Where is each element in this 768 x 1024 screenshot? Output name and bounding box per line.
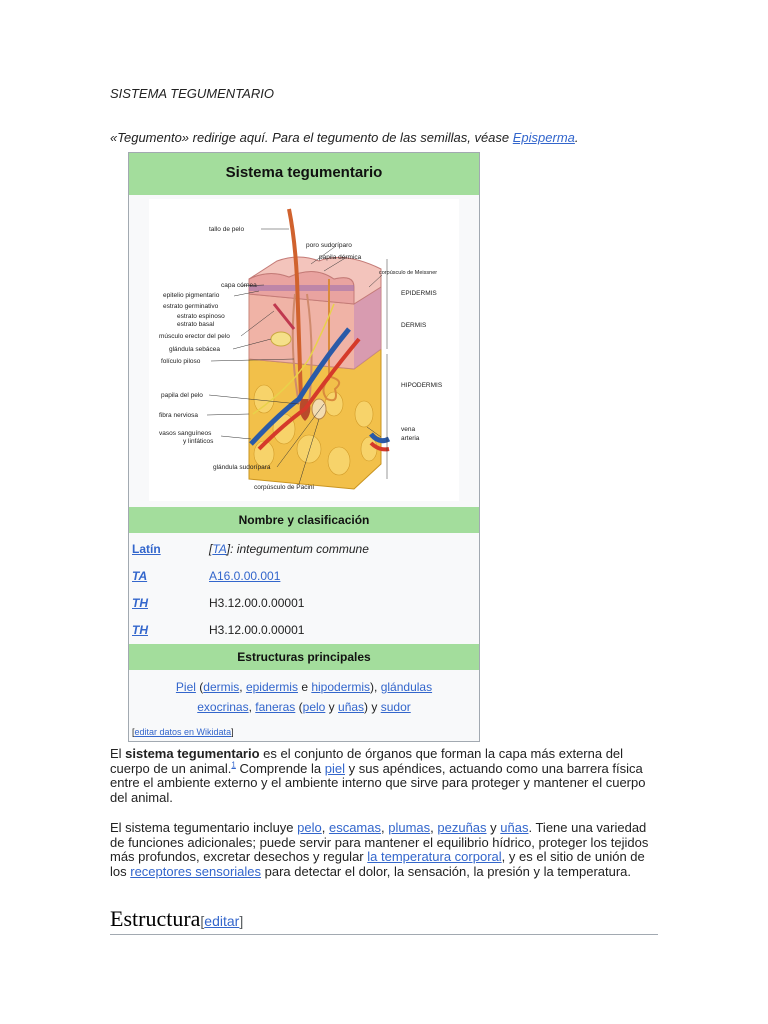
sep: ( (295, 700, 303, 714)
hatnote-text: «Tegumento» redirige aquí. Para el tegumento de las semillas, véase (110, 130, 513, 145)
edit-section-link[interactable]: editar (204, 913, 240, 929)
label-vessels-2: y linfáticos (183, 438, 214, 445)
label-stratum-corneum: capa córnea (221, 282, 257, 289)
label-vein: vena (401, 426, 416, 433)
pezunas-link[interactable]: pezuñas (437, 820, 487, 835)
page-title: SISTEMA TEGUMENTARIO (110, 86, 274, 101)
p2-sep: , (321, 820, 329, 835)
plumas-link[interactable]: plumas (388, 820, 431, 835)
sep: ), (370, 680, 381, 694)
edit-bracket-close: ] (239, 913, 244, 929)
label-nerve-fiber: fibra nerviosa (159, 412, 199, 419)
label-pacini: corpúsculo de Pacini (254, 484, 314, 491)
paragraph-functions (110, 821, 662, 879)
label-hypodermis: HIPODERMIS (401, 382, 443, 389)
ref-1-link[interactable]: 1 (231, 760, 236, 770)
sep: , (248, 700, 256, 714)
hatnote-end: . (574, 130, 579, 145)
p2-sep: , (381, 820, 389, 835)
epidermis-link[interactable]: epidermis (245, 680, 298, 694)
ta-value-link[interactable]: A16.0.00.001 (209, 569, 281, 583)
unas-link[interactable]: uñas (338, 700, 365, 714)
hatnote (110, 130, 579, 145)
ta-ref-link[interactable]: TA (212, 542, 227, 556)
exocrinas-link[interactable]: exocrinas (197, 700, 249, 714)
label-dermis: DERMIS (401, 322, 427, 329)
label-sweat-gland: glándula sudorípara (213, 464, 271, 471)
latin-value (209, 536, 479, 563)
section-main-structures: Estructuras principales (129, 644, 479, 670)
th-value-1: H3.12.00.0.00001 (209, 596, 305, 610)
faneras-link[interactable]: faneras (255, 700, 296, 714)
escamas-link[interactable]: escamas (328, 820, 381, 835)
latin-link[interactable]: Latín (132, 542, 161, 556)
p1-text-4: y sus apéndices, actuando como una barrera física entre el ambiente externo y el ambiente interno que sirve para proteger y mantener el cuerpo del animal. (110, 760, 646, 805)
piel-link[interactable]: Piel (175, 680, 196, 694)
unas-body-link[interactable]: uñas (500, 820, 529, 835)
label-sweat-pore: poro sudoríparo (306, 242, 352, 249)
label-artery: arteria (401, 435, 420, 442)
heading-text: Estructura (110, 906, 201, 931)
paragraph-intro (110, 747, 662, 805)
th-value-2: H3.12.00.0.00001 (209, 623, 305, 637)
sep: e (297, 680, 312, 694)
p2-text-4: para detectar el dolor, la sensación, la presión y la temperatura. (261, 863, 632, 879)
pelo-link[interactable]: pelo (302, 700, 326, 714)
label-sebaceous-gland: glándula sebácea (169, 346, 220, 353)
label-stratum-basale: estrato basal (177, 321, 215, 328)
structures-list (129, 670, 479, 727)
sep: ) y (364, 700, 381, 714)
heading-edit (200, 913, 243, 929)
p2-text-2: . Tiene una variedad de funciones adicionales; puede servir para mantener el equilibrio hídrico, proteger los tejidos más profundos, excretar desechos y regular (110, 820, 649, 865)
dermis-link[interactable]: dermis (203, 680, 240, 694)
p1-text-1: El (110, 746, 126, 761)
th-key-link-1[interactable]: TH (132, 596, 148, 610)
receptores-sensoriales-link[interactable]: receptores sensoriales (130, 863, 262, 879)
section-name-classification: Nombre y clasificación (129, 507, 479, 533)
p1-bold: sistema tegumentario (125, 746, 260, 761)
sudor-link[interactable]: sudor (380, 700, 411, 714)
sep: , (239, 680, 246, 694)
label-dermal-papilla: papila dérmica (319, 254, 362, 261)
label-epidermis: EPIDERMIS (401, 290, 437, 297)
label-meissner: corpúsculo de Meissner (379, 270, 438, 276)
label-stratum-spinosum: estrato espinoso (177, 313, 225, 320)
pelo-body-link[interactable]: pelo (297, 820, 322, 835)
edit-bracket-open: [ (200, 913, 205, 929)
p2-text-3: , y es el sitio de unión de los (110, 849, 645, 879)
label-pigment-epithelium: epitelio pigmentario (163, 292, 220, 299)
p2-sep: y (486, 820, 501, 835)
label-hair-follicle: folículo piloso (161, 358, 201, 365)
infobox-row-latin (129, 536, 479, 563)
infobox-row-th-1 (129, 590, 479, 617)
p1-text-2: es el conjunto de órganos que forman la capa más externa del cuerpo de un animal. (110, 746, 624, 776)
wikidata-edit-link[interactable]: editar datos en Wikidata (134, 727, 232, 737)
skin-diagram[interactable] (149, 199, 459, 501)
temperatura-corporal-link[interactable]: la temperatura corporal (367, 849, 502, 865)
sep: ( (195, 680, 204, 694)
label-arrector-pili: músculo erector del pelo (159, 333, 230, 340)
hipodermis-link[interactable]: hipodermis (311, 680, 371, 694)
latin-text: ]: integumentum commune (226, 542, 369, 556)
section-heading-estructura (110, 906, 658, 935)
piel-body-link[interactable]: piel (324, 760, 346, 776)
glandulas-link[interactable]: glándulas (380, 680, 433, 694)
label-vessels-1: vasos sanguíneos (159, 430, 212, 437)
p1-text-3: Comprende la (235, 760, 325, 776)
label-hair-papilla: papila del pelo (161, 392, 203, 399)
infobox-title: Sistema tegumentario (129, 153, 479, 195)
ta-key-link[interactable]: TA (132, 569, 148, 583)
skin-diagram-svg (149, 199, 459, 501)
infobox-row-ta (129, 563, 479, 590)
p2-text-1: El sistema tegumentario incluye (110, 820, 298, 835)
infobox (128, 152, 480, 742)
latin-bracket-open: [ (209, 542, 213, 556)
label-stratum-germinativum: estrato germinativo (163, 303, 219, 310)
p2-sep: , (430, 820, 438, 835)
th-key-link-2[interactable]: TH (132, 623, 148, 637)
episperma-link[interactable]: Episperma (512, 130, 575, 145)
sep: y (325, 700, 339, 714)
wikidata-edit: [editar datos en Wikidata] (132, 727, 234, 737)
label-hair-shaft: tallo de pelo (209, 226, 245, 233)
infobox-row-th-2 (129, 617, 479, 644)
